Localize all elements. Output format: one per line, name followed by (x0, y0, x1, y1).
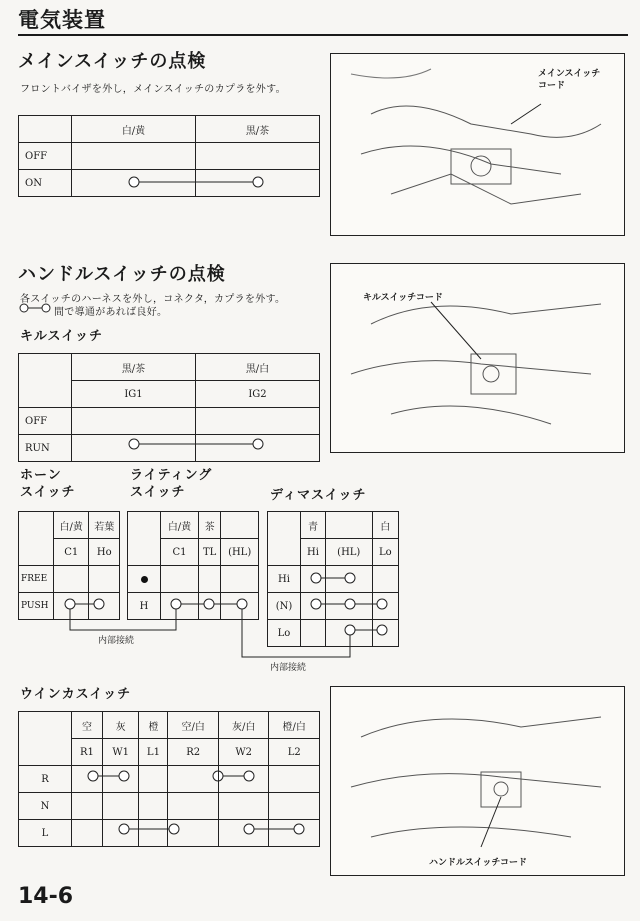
internal-connection-label: 内部接続 (270, 663, 307, 673)
handle-switch-illustration (330, 686, 625, 876)
horn-switch-heading (20, 467, 75, 501)
winker-switch-table (18, 711, 320, 847)
wire-color: 白/黄 (72, 116, 196, 143)
row-label: FREE (19, 566, 54, 593)
internal-connection-label: 内部接続 (98, 636, 135, 646)
dimmer-switch-heading: ディマスイッチ (270, 488, 367, 503)
wire-color: 白/黄 (54, 512, 89, 539)
dimmer-switch-table (267, 511, 399, 647)
terminal: C1 (54, 539, 89, 566)
main-switch-instruction: フロントバイザを外し，メインスイッチのカプラを外す。 (20, 84, 286, 95)
terminal: L2 (269, 739, 320, 766)
kill-switch-illustration (330, 263, 625, 453)
kill-switch-heading: キルスイッチ (20, 329, 103, 344)
lighting-heading-line: ライティング (130, 468, 213, 483)
terminal: (HL) (325, 539, 372, 566)
wire-color: 灰 (102, 712, 139, 739)
wire-color: 空 (72, 712, 103, 739)
terminal: Hi (301, 539, 326, 566)
row-label: Lo (268, 620, 301, 647)
terminal: W2 (218, 739, 269, 766)
row-label: RUN (19, 435, 72, 462)
terminal: W1 (102, 739, 139, 766)
row-label: N (19, 793, 72, 820)
winker-switch-heading: ウインカスイッチ (20, 687, 132, 702)
handle-switch-instruction-1: 各スイッチのハーネスを外し，コネクタ，カプラを外す。 (20, 294, 286, 305)
row-label: (N) (268, 593, 301, 620)
wire-color: 若葉 (89, 512, 120, 539)
row-label: OFF (19, 408, 72, 435)
row-label: PUSH (19, 593, 54, 620)
handle-switch-heading: ハンドルスイッチの点検 (18, 264, 226, 285)
row-label: L (19, 820, 72, 847)
wire-color: 黒/白 (196, 354, 320, 381)
main-switch-illustration (330, 53, 625, 236)
wire-color (325, 512, 372, 539)
row-label: Hi (268, 566, 301, 593)
terminal: Lo (372, 539, 398, 566)
wire-color: 空/白 (168, 712, 219, 739)
handle-switch-cord-callout: ハンドルスイッチコード (429, 858, 528, 868)
wire-color (221, 512, 259, 539)
row-label: ON (19, 170, 72, 197)
lighting-switch-table (127, 511, 259, 620)
terminal: L1 (139, 739, 168, 766)
continuity-symbol (20, 304, 50, 312)
handle-switch-instruction-2: 間で導通があれば良好。 (54, 307, 168, 318)
wire-color: 茶 (199, 512, 221, 539)
horn-heading-line: ホーン (20, 468, 62, 483)
continuity-line (129, 177, 263, 187)
row-label: R (19, 766, 72, 793)
kill-switch-table (18, 353, 320, 462)
row-label: H (128, 593, 161, 620)
lighting-switch-heading (130, 467, 212, 501)
filled-dot-icon (141, 576, 148, 583)
horn-heading-line: スイッチ (20, 485, 76, 500)
lighting-heading-line: スイッチ (130, 485, 186, 500)
terminal: Ho (89, 539, 120, 566)
handlebar-drawing (331, 687, 624, 875)
terminal: C1 (161, 539, 199, 566)
horn-switch-table (18, 511, 120, 620)
wire-color: 橙 (139, 712, 168, 739)
wire-color: 青 (301, 512, 326, 539)
page-number: 14-6 (18, 884, 74, 909)
terminal: TL (199, 539, 221, 566)
terminal: (HL) (221, 539, 259, 566)
wire-color: 黒/茶 (196, 116, 320, 143)
kill-switch-cord-callout: キルスイッチコード (363, 293, 443, 303)
terminal: R2 (168, 739, 219, 766)
wire-color: 白/黄 (161, 512, 199, 539)
terminal: IG2 (196, 381, 320, 408)
main-switch-heading: メインスイッチの点検 (18, 51, 207, 72)
main-switch-cord-callout: メインスイッチ コード (538, 69, 601, 91)
terminal: R1 (72, 739, 103, 766)
page-title: 電気装置 (18, 8, 106, 32)
wire-color: 灰/白 (218, 712, 269, 739)
wire-color: 白 (372, 512, 398, 539)
terminal: IG1 (72, 381, 196, 408)
position-dot (128, 566, 161, 593)
row-label: OFF (19, 143, 72, 170)
wire-color: 橙/白 (269, 712, 320, 739)
wire-color: 黒/茶 (72, 354, 196, 381)
